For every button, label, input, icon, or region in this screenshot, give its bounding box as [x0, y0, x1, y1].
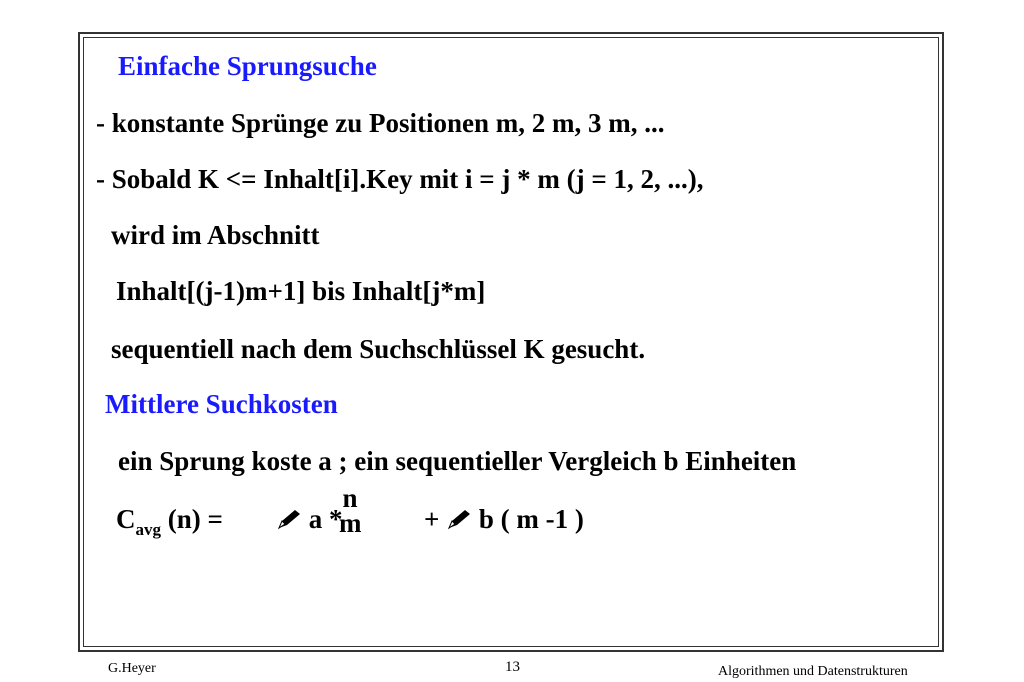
bullet-condition: - Sobald K <= Inhalt[i].Key mit i = j * m (j = 1, 2, ...), — [96, 164, 704, 194]
footer-author: G.Heyer — [108, 661, 156, 676]
text-section: wird im Abschnitt — [111, 220, 320, 250]
section-title: Mittlere Suchkosten — [105, 389, 338, 419]
formula-a-part: a * — [308, 504, 343, 534]
bullet-jumps: - konstante Sprünge zu Positionen m, 2 m, 3 m, ... — [96, 108, 665, 138]
formula-term-b — [424, 506, 584, 533]
footer-page-number: 13 — [505, 659, 520, 675]
fraction-numerator: n — [342, 483, 358, 513]
formula-plus: + — [424, 504, 440, 534]
pencil-icon — [446, 508, 472, 530]
formula-b-part: b ( m -1 ) — [478, 504, 584, 534]
slide-title: Einfache Sprungsuche — [118, 51, 377, 81]
formula-term-a — [276, 506, 343, 533]
text-sequential: sequentiell nach dem Suchschlüssel K gesucht. — [111, 334, 646, 364]
formula-arg: (n) = — [161, 504, 223, 534]
formula-subscript: avg — [135, 520, 161, 539]
formula-lhs — [116, 504, 223, 539]
footer-course: Algorithmen und Datenstrukturen — [718, 664, 908, 679]
fraction-denominator: m — [339, 508, 362, 538]
pencil-icon — [276, 508, 302, 530]
cost-definition: ein Sprung koste a ; ein sequentieller Vergleich b Einheiten — [118, 446, 797, 476]
formula-c: C — [116, 504, 136, 534]
text-range: Inhalt[(j-1)m+1] bis Inhalt[j*m] — [116, 276, 486, 306]
